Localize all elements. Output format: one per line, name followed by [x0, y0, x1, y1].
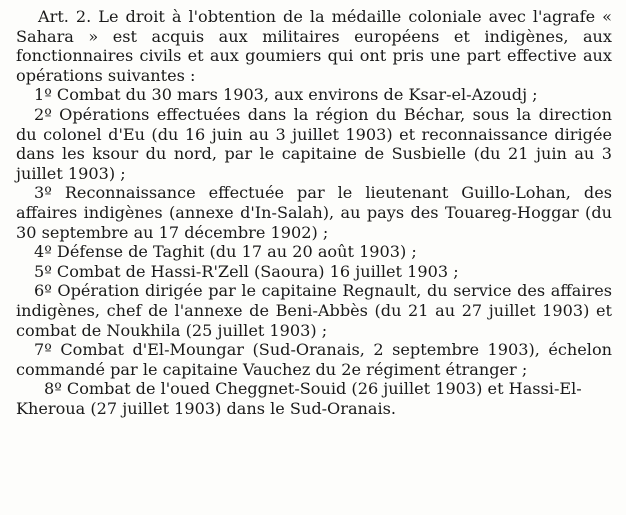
list-item-4: 4º Défense de Taghit (du 17 au 20 août 1903) ;	[34, 242, 417, 262]
list-item-7: 7º Combat d'El-Moungar (Sud-Oranais, 2 septembre 1903), échelon commandé par le capitaine Vauchez du 2e régiment étranger ;	[16, 340, 612, 379]
list-item-2: 2º Opérations effectuées dans la région du Béchar, sous la direction du colonel d'Eu (du 16 juin au 3 juillet 1903) et reconnaissance dirigée dans les ksour du nord, par le capitaine de Susbielle (du 21 juin au 3 juillet 1903) ;	[16, 104, 612, 183]
list-item-8: 8º Combat de l'oued Cheggnet-Souid (26 juillet 1903) et Hassi-El-Kheroua (27 juillet 1903) dans le Sud-Oranais.	[16, 379, 582, 418]
list-item-5: 5º Combat de Hassi-R'Zell (Saoura) 16 juillet 1903 ;	[34, 261, 459, 281]
article-intro: Art. 2. Le droit à l'obtention de la médaille coloniale avec l'agrafe « Sahara » est acquis aux militaires européens et indigènes, aux fonctionnaires civils et aux goumiers qui ont pris une part effective aux opérations suivantes :	[16, 7, 612, 85]
article-text	[16, 7, 612, 418]
list-item-6: 6º Opération dirigée par le capitaine Regnault, du service des affaires indigènes, chef de l'annexe de Beni-Abbès (du 21 au 27 juillet 1903) et combat de Noukhila (25 juillet 1903) ;	[16, 281, 612, 340]
list-item-1: 1º Combat du 30 mars 1903, aux environs de Ksar-el-Azoudj ;	[34, 85, 538, 105]
list-item-3: 3º Reconnaissance effectuée par le lieutenant Guillo-Lohan, des affaires indigènes (annexe d'In-Salah), au pays des Touareg-Hoggar (du 30 septembre au 17 décembre 1902) ;	[16, 183, 612, 242]
